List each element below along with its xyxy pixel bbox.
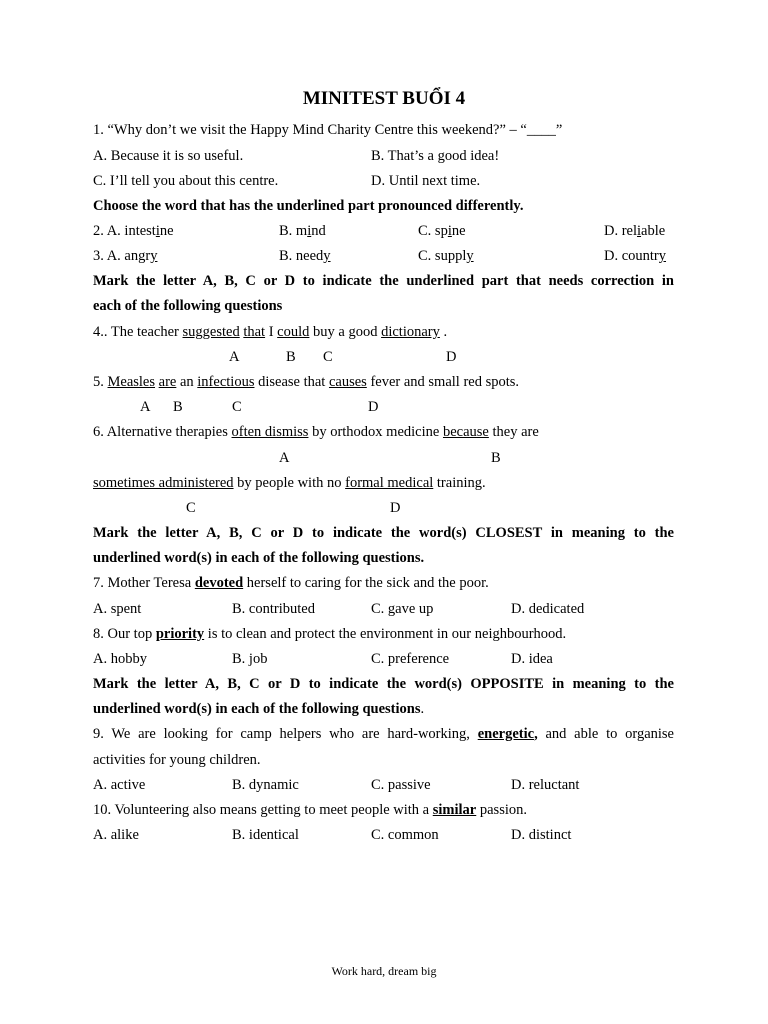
q4-letter-a: A <box>229 349 240 365</box>
q4-letter-b: B <box>286 349 296 365</box>
q8-option-a: A. hobby <box>93 651 147 667</box>
section-error-heading-line-2: each of the following questions <box>93 298 283 314</box>
q8-option-c: C. preference <box>371 651 450 667</box>
q10-option-a: A. alike <box>93 827 139 843</box>
q2-option-d: D. reliable <box>604 223 666 239</box>
question-9-stem-line-2: activities for young children. <box>93 752 261 768</box>
question-6-stem-line-2: sometimes administered by people with no formal medical training. <box>93 475 486 491</box>
q4-letter-c: C <box>323 349 333 365</box>
question-10-stem: 10. Volunteering also means getting to meet people with a similar passion. <box>93 802 527 818</box>
q6-letter-d: D <box>390 500 401 516</box>
section-pronunciation-heading: Choose the word that has the underlined part pronounced differently. <box>93 198 524 214</box>
q1-option-a: A. Because it is so useful. <box>93 148 244 164</box>
q1-option-d: D. Until next time. <box>371 173 481 189</box>
q5-letter-d: D <box>368 399 379 415</box>
q9-option-a: A. active <box>93 777 146 793</box>
q6-letter-b: B <box>491 450 501 466</box>
q2-option-c: C. spine <box>418 223 466 239</box>
q5-letter-a: A <box>140 399 151 415</box>
q9-option-b: B. dynamic <box>232 777 299 793</box>
section-error-heading-line-1: Mark the letter A, B, C or D to indicate the underlined part that needs correction in <box>93 273 674 289</box>
q10-option-d: D. distinct <box>511 827 572 843</box>
page-footer: Work hard, dream big <box>331 964 437 978</box>
q10-option-c: C. common <box>371 827 439 843</box>
section-opposite-heading-line-2: underlined word(s) in each of the following questions. <box>93 701 425 717</box>
q7-option-a: A. spent <box>93 601 142 617</box>
q2-option-b: B. mind <box>279 223 326 239</box>
q6-letter-c: C <box>186 500 196 516</box>
q8-option-b: B. job <box>232 651 268 667</box>
section-closest-heading-line-2: underlined word(s) in each of the following questions. <box>93 550 425 566</box>
q2-option-a: 2. A. intestine <box>93 223 174 239</box>
question-8-stem: 8. Our top priority is to clean and protect the environment in our neighbourhood. <box>93 626 567 642</box>
question-4-stem: 4.. The teacher suggested that I could buy a good dictionary . <box>93 324 448 340</box>
q3-option-a: 3. A. angry <box>93 248 158 264</box>
q7-option-b: B. contributed <box>232 601 315 617</box>
q9-option-d: D. reluctant <box>511 777 580 793</box>
q7-option-d: D. dedicated <box>511 601 585 617</box>
section-closest-heading-line-1: Mark the letter A, B, C or D to indicate the word(s) CLOSEST in meaning to the <box>93 525 674 541</box>
q6-letter-a: A <box>279 450 290 466</box>
q5-letter-c: C <box>232 399 242 415</box>
q1-option-b: B. That’s a good idea! <box>371 148 500 164</box>
q1-option-c: C. I’ll tell you about this centre. <box>93 173 279 189</box>
section-opposite-heading-line-1: Mark the letter A, B, C or D to indicate the word(s) OPPOSITE in meaning to the <box>93 676 674 692</box>
question-7-stem: 7. Mother Teresa devoted herself to caring for the sick and the poor. <box>93 575 489 591</box>
q4-letter-d: D <box>446 349 457 365</box>
q3-option-c: C. supply <box>418 248 474 264</box>
question-9-stem-line-1: 9. We are looking for camp helpers who are hard-working, energetic, and able to organise <box>93 726 674 742</box>
q3-option-b: B. needy <box>279 248 331 264</box>
q7-option-c: C. gave up <box>371 601 434 617</box>
question-5-stem: 5. Measles are an infectious disease that causes fever and small red spots. <box>93 374 520 390</box>
q9-option-c: C. passive <box>371 777 431 793</box>
question-6-stem-line-1: 6. Alternative therapies often dismiss by orthodox medicine because they are <box>93 424 539 440</box>
q10-option-b: B. identical <box>232 827 299 843</box>
q3-option-d: D. country <box>604 248 667 264</box>
q8-option-d: D. idea <box>511 651 553 667</box>
q5-letter-b: B <box>173 399 183 415</box>
question-1-stem: 1. “Why don’t we visit the Happy Mind Charity Centre this weekend?” – “____” <box>93 122 563 138</box>
page-title: MINITEST BUỔI 4 <box>302 88 466 109</box>
